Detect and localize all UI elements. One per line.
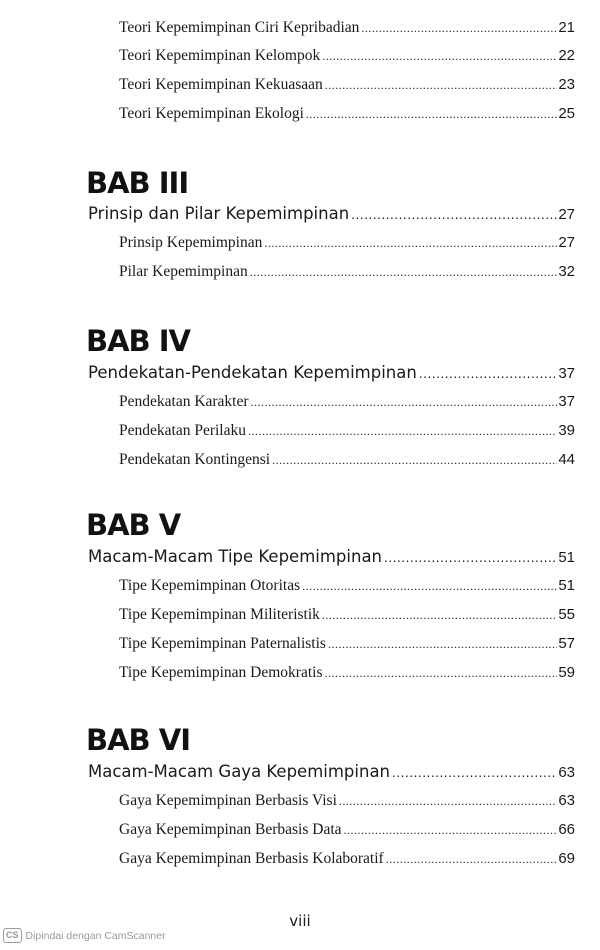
toc-entry-title: Prinsip Kepemimpinan: [119, 234, 263, 251]
toc-entry-page: 55: [558, 606, 575, 623]
toc-entry: [119, 848, 575, 870]
toc-chapter-title: Macam-Macam Tipe Kepemimpinan: [88, 547, 383, 566]
toc-entry: [119, 819, 575, 841]
toc-leader-dots: [419, 362, 558, 385]
toc-chapter-entry: [88, 202, 575, 226]
toc-entry: [119, 449, 575, 471]
toc-entry-title: Pendekatan Perilaku: [119, 422, 246, 439]
toc-entry-page: 22: [558, 47, 575, 64]
toc-chapter-entry: [88, 361, 575, 385]
toc-entry-page: 69: [558, 850, 575, 867]
toc-leader-dots: [251, 391, 558, 413]
toc-entry-page: 39: [558, 422, 575, 439]
toc-entry-page: 57: [558, 635, 575, 652]
toc-leader-dots: [250, 261, 558, 283]
toc-leader-dots: [339, 790, 557, 812]
toc-chapter-page: 27: [558, 206, 575, 223]
toc-chapter-title: Prinsip dan Pilar Kepemimpinan: [88, 204, 350, 223]
toc-leader-dots: [302, 575, 557, 597]
toc-entry-title: Gaya Kepemimpinan Berbasis Kolaboratif: [119, 850, 384, 867]
toc-entry: [119, 604, 575, 626]
toc-leader-dots: [306, 103, 557, 125]
toc-entry-title: Pendekatan Kontingensi: [119, 451, 271, 468]
page-number: viii: [289, 912, 311, 930]
toc-leader-dots: [322, 45, 557, 67]
toc-entry-title: Tipe Kepemimpinan Militeristik: [119, 606, 320, 623]
chapter-heading: BAB IV: [86, 324, 190, 358]
toc-entry-title: Gaya Kepemimpinan Berbasis Data: [119, 821, 342, 838]
toc-entry-page: 32: [558, 263, 575, 280]
toc-entry-title: Teori Kepemimpinan Kelompok: [119, 47, 321, 64]
toc-entry: [119, 261, 575, 283]
toc-chapter-entry: [88, 760, 575, 784]
toc-entry-title: Pilar Kepemimpinan: [119, 263, 248, 280]
toc-entry-page: 25: [558, 105, 575, 122]
toc-chapter-title: Macam-Macam Gaya Kepemimpinan: [88, 762, 391, 781]
toc-entry-title: Gaya Kepemimpinan Berbasis Visi: [119, 792, 337, 809]
toc-chapter-page: 63: [558, 764, 575, 781]
toc-leader-dots: [248, 420, 557, 442]
toc-leader-dots: [324, 662, 557, 684]
scanner-watermark-text: Dipindai dengan CamScanner: [25, 929, 166, 942]
toc-chapter-page: 51: [558, 549, 575, 566]
toc-leader-dots: [361, 17, 557, 39]
toc-leader-dots: [328, 633, 557, 655]
toc-entry: [119, 790, 575, 812]
chapter-heading: BAB VI: [86, 723, 190, 757]
toc-leader-dots: [392, 761, 557, 784]
toc-entry-page: 21: [558, 19, 575, 36]
toc-entry: [119, 45, 575, 67]
toc-chapter-title: Pendekatan-Pendekatan Kepemimpinan: [88, 363, 417, 382]
toc-chapter-entry: [88, 545, 575, 569]
toc-entry-page: 51: [558, 577, 575, 594]
chapter-heading: BAB V: [86, 508, 181, 542]
toc-entry-page: 59: [558, 664, 575, 681]
toc-leader-dots: [325, 74, 558, 96]
toc-leader-dots: [264, 232, 557, 254]
toc-entry: [119, 17, 575, 39]
chapter-heading: BAB III: [86, 166, 189, 200]
toc-entry-title: Tipe Kepemimpinan Otoritas: [119, 577, 301, 594]
toc-leader-dots: [384, 546, 557, 569]
camscanner-logo-icon: CS: [3, 928, 22, 943]
toc-leader-dots: [386, 848, 558, 870]
toc-entry-page: 37: [558, 393, 575, 410]
toc-entry: [119, 575, 575, 597]
toc-entry-title: Pendekatan Karakter: [119, 393, 249, 410]
toc-entry-title: Teori Kepemimpinan Ciri Kepribadian: [119, 19, 360, 36]
toc-leader-dots: [272, 449, 557, 471]
toc-leader-dots: [322, 604, 557, 626]
toc-entry-title: Teori Kepemimpinan Ekologi: [119, 105, 304, 122]
toc-leader-dots: [351, 203, 557, 226]
toc-entry-page: 66: [558, 821, 575, 838]
toc-entry-page: 23: [558, 76, 575, 93]
toc-entry-title: Tipe Kepemimpinan Paternalistis: [119, 635, 326, 652]
toc-entry-title: Teori Kepemimpinan Kekuasaan: [119, 76, 323, 93]
toc-entry-page: 44: [558, 451, 575, 468]
toc-entry: [119, 74, 575, 96]
toc-entry: [119, 420, 575, 442]
toc-entry: [119, 232, 575, 254]
toc-leader-dots: [344, 819, 558, 841]
toc-entry: [119, 391, 575, 413]
toc-entry: [119, 662, 575, 684]
toc-chapter-page: 37: [558, 365, 575, 382]
scanner-watermark: [3, 928, 166, 943]
toc-entry: [119, 103, 575, 125]
toc-entry-page: 27: [558, 234, 575, 251]
toc-entry-page: 63: [558, 792, 575, 809]
toc-entry-title: Tipe Kepemimpinan Demokratis: [119, 664, 323, 681]
toc-entry: [119, 633, 575, 655]
